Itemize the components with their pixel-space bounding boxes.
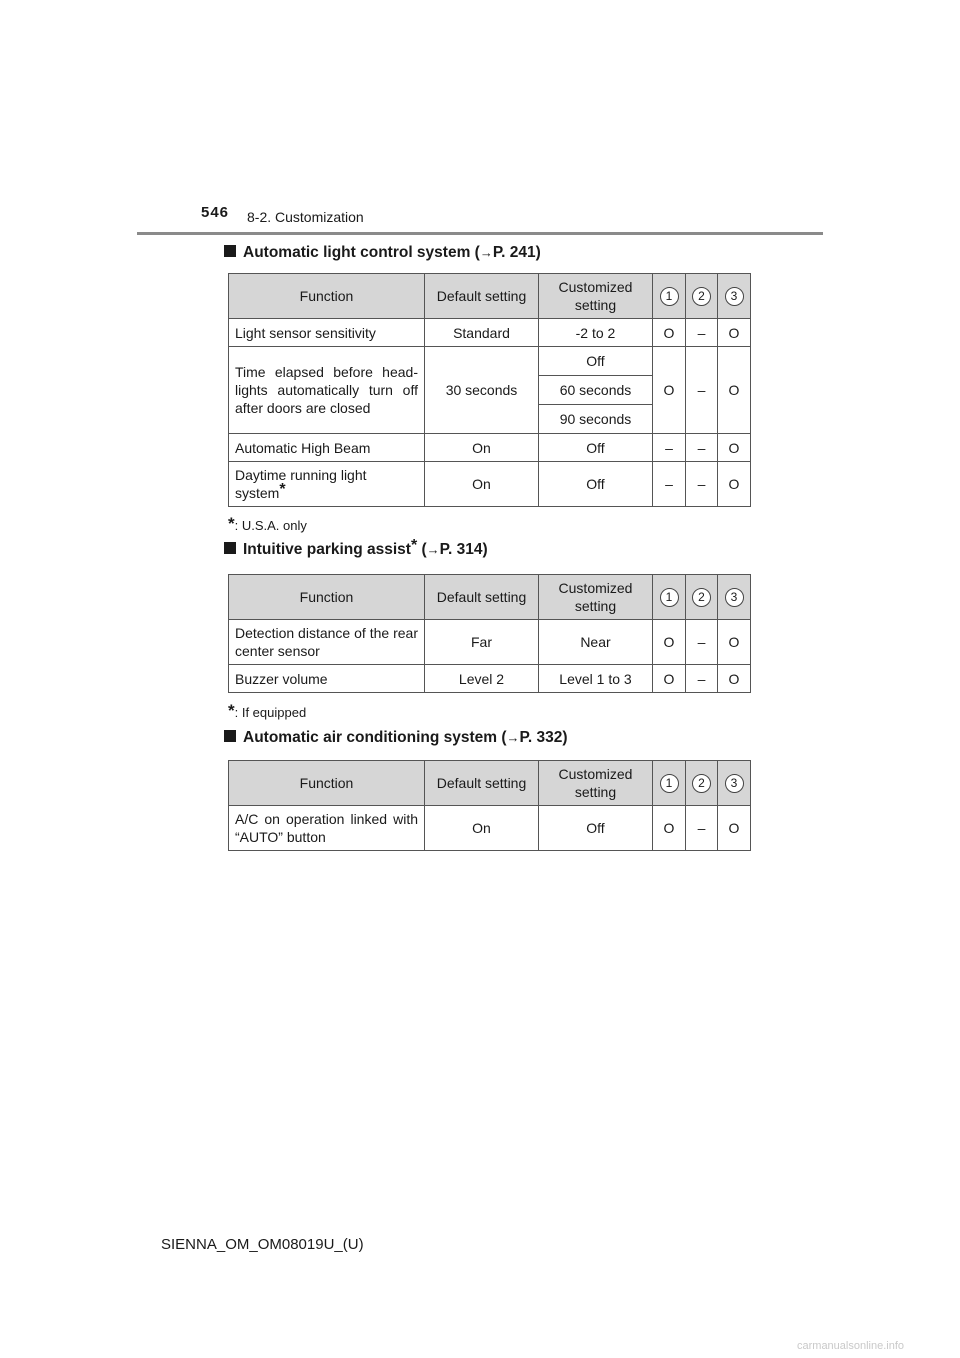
- col-3: [718, 274, 751, 319]
- table-row: 60 seconds: [229, 376, 751, 405]
- circled-3-icon: 3: [725, 287, 744, 306]
- col-customized: Customized setting: [539, 274, 653, 319]
- col-1: [653, 761, 686, 806]
- col-default: Default setting: [425, 575, 539, 620]
- table-header-row: [229, 274, 751, 319]
- col-2: [686, 761, 718, 806]
- table-automatic-air-conditioning: [228, 760, 751, 851]
- col-customized: Customized setting: [539, 575, 653, 620]
- col-default: Default setting: [425, 274, 539, 319]
- arrow-right-icon: →: [426, 542, 440, 557]
- table-row: Buzzer volume Level 2 Level 1 to 3 O – O: [229, 665, 751, 693]
- table-row: Detection distance of the rear center sensor Far Near O – O: [229, 620, 751, 665]
- circled-1-icon: 1: [660, 774, 679, 793]
- heading-automatic-light-control: Automatic light control system (→P. 241): [224, 244, 541, 262]
- table-row: Light sensor sensitivity Standard -2 to 2 O – O: [229, 319, 751, 347]
- col-1: [653, 274, 686, 319]
- header-rule: [137, 232, 823, 235]
- circled-1-icon: 1: [660, 287, 679, 306]
- col-2: [686, 575, 718, 620]
- col-function: Function: [229, 575, 425, 620]
- circled-3-icon: 3: [725, 588, 744, 607]
- circled-3-icon: 3: [725, 774, 744, 793]
- table-row: A/C on operation linked with “AUTO” button On Off O – O: [229, 806, 751, 851]
- col-3: [718, 761, 751, 806]
- watermark: carmanualsonline.info: [797, 1340, 905, 1352]
- square-bullet-icon: [224, 245, 236, 257]
- circled-2-icon: 2: [692, 588, 711, 607]
- col-1: [653, 575, 686, 620]
- page-number: 546: [201, 204, 230, 221]
- col-customized: Customized setting: [539, 761, 653, 806]
- table-row: 90 seconds: [229, 405, 751, 434]
- table-row: Daytime running light system* On Off – – O: [229, 462, 751, 507]
- table-header-row: [229, 761, 751, 806]
- arrow-right-icon: →: [506, 730, 520, 745]
- asterisk-icon: *: [410, 537, 418, 554]
- asterisk-icon: *: [279, 481, 286, 498]
- page-header: [0, 0, 960, 240]
- table-intuitive-parking-assist: [228, 574, 751, 693]
- circled-2-icon: 2: [692, 287, 711, 306]
- table-row: Time elapsed before head-lights automatically turn off after doors are closed 30 seconds Off O – O: [229, 347, 751, 376]
- table-header-row: [229, 575, 751, 620]
- asterisk-icon: *: [228, 514, 235, 533]
- section-title: 8-2. Customization: [247, 209, 364, 225]
- col-function: Function: [229, 761, 425, 806]
- square-bullet-icon: [224, 542, 236, 554]
- col-default: Default setting: [425, 761, 539, 806]
- col-2: [686, 274, 718, 319]
- arrow-right-icon: →: [479, 245, 493, 260]
- circled-1-icon: 1: [660, 588, 679, 607]
- footnote-usa: *: U.S.A. only: [228, 514, 307, 533]
- table-row: Automatic High Beam On Off – – O: [229, 434, 751, 462]
- heading-automatic-air-conditioning: Automatic air conditioning system (→P. 332): [224, 729, 568, 747]
- table-automatic-light-control: [228, 273, 751, 507]
- col-function: Function: [229, 274, 425, 319]
- square-bullet-icon: [224, 730, 236, 742]
- circled-2-icon: 2: [692, 774, 711, 793]
- asterisk-icon: *: [228, 701, 235, 720]
- heading-intuitive-parking-assist: Intuitive parking assist* (→P. 314): [224, 541, 488, 559]
- footnote-if-equipped: *: If equipped: [228, 701, 307, 720]
- col-3: [718, 575, 751, 620]
- document-code: SIENNA_OM_OM08019U_(U): [161, 1236, 364, 1253]
